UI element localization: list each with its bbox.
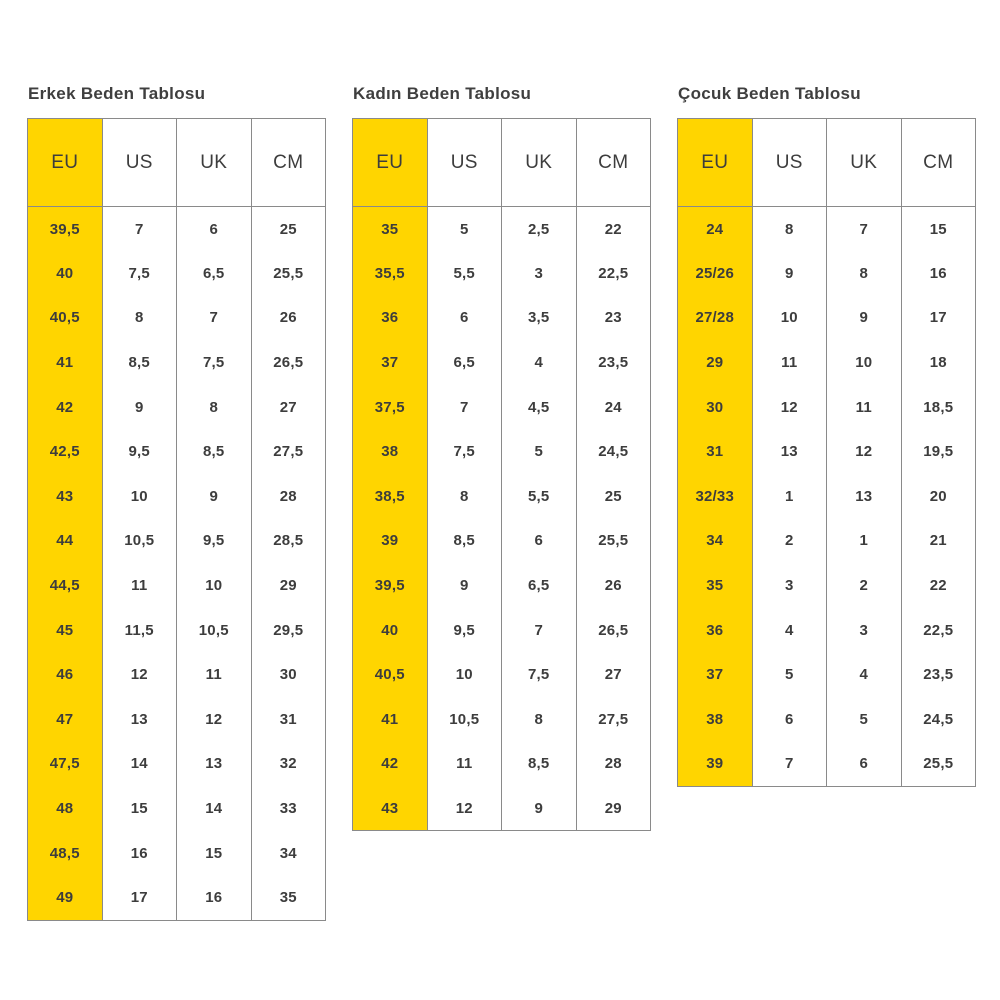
size-cell: 28: [576, 742, 651, 787]
size-cell: 35: [251, 875, 326, 920]
size-cell: 8,5: [102, 340, 177, 385]
size-cell: 8: [102, 296, 177, 341]
size-cell: 19,5: [901, 429, 976, 474]
table-row: [28, 875, 326, 920]
size-cell: 27: [576, 652, 651, 697]
size-cell: 10,5: [102, 519, 177, 564]
table-row: [28, 207, 326, 252]
size-cell: 18: [901, 340, 976, 385]
children-size-table: [677, 118, 976, 787]
size-cell: 6: [177, 207, 252, 252]
table-row: [28, 697, 326, 742]
size-cell: 7,5: [502, 652, 577, 697]
table-row: [353, 429, 651, 474]
size-cell: 11: [177, 652, 252, 697]
size-cell: 12: [427, 786, 502, 831]
column-header-eu: EU: [678, 119, 753, 207]
size-cell: 6,5: [502, 563, 577, 608]
table-row: [28, 385, 326, 430]
size-cell: 8,5: [177, 429, 252, 474]
size-cell: 27,5: [251, 429, 326, 474]
size-cell: 11,5: [102, 608, 177, 653]
size-cell: 22: [576, 207, 651, 252]
size-cell: 11: [827, 385, 902, 430]
size-cell: 29: [576, 786, 651, 831]
size-cell: 23: [576, 296, 651, 341]
size-cell: 12: [177, 697, 252, 742]
table-row: [678, 652, 976, 697]
size-cell: 10: [102, 474, 177, 519]
eu-size-cell: 31: [678, 429, 753, 474]
eu-size-cell: 37: [353, 340, 428, 385]
size-cell: 9: [502, 786, 577, 831]
size-cell: 7: [827, 207, 902, 252]
size-cell: 26,5: [251, 340, 326, 385]
table-row: [678, 563, 976, 608]
size-cell: 7: [177, 296, 252, 341]
eu-size-cell: 41: [28, 340, 103, 385]
table-row: [353, 742, 651, 787]
size-cell: 7,5: [427, 429, 502, 474]
size-cell: 2: [827, 563, 902, 608]
size-cell: 10: [427, 652, 502, 697]
size-cell: 33: [251, 786, 326, 831]
size-cell: 7: [752, 742, 827, 787]
size-cell: 10: [827, 340, 902, 385]
table-row: [678, 251, 976, 296]
size-cell: 7,5: [177, 340, 252, 385]
size-cell: 14: [177, 786, 252, 831]
table-row: [678, 385, 976, 430]
size-cell: 6,5: [427, 340, 502, 385]
eu-size-cell: 46: [28, 652, 103, 697]
table-row: [353, 786, 651, 831]
size-cell: 6: [752, 697, 827, 742]
column-header-cm: CM: [901, 119, 976, 207]
size-cell: 7: [427, 385, 502, 430]
eu-size-cell: 48: [28, 786, 103, 831]
size-cell: 8: [427, 474, 502, 519]
table-row: [353, 340, 651, 385]
size-cell: 25: [251, 207, 326, 252]
eu-size-cell: 38,5: [353, 474, 428, 519]
size-cell: 8: [502, 697, 577, 742]
size-cell: 23,5: [576, 340, 651, 385]
table-row: [28, 251, 326, 296]
size-cell: 5: [827, 697, 902, 742]
size-cell: 29: [251, 563, 326, 608]
table-row: [28, 296, 326, 341]
size-cell: 15: [177, 831, 252, 876]
children-size-table-section: [677, 83, 975, 787]
table-row: [678, 296, 976, 341]
table-body: [678, 207, 976, 787]
size-cell: 8: [177, 385, 252, 430]
size-cell: 10,5: [427, 697, 502, 742]
size-cell: 22,5: [901, 608, 976, 653]
size-cell: 16: [102, 831, 177, 876]
table-row: [353, 652, 651, 697]
size-cell: 4: [502, 340, 577, 385]
size-cell: 4,5: [502, 385, 577, 430]
eu-size-cell: 39: [353, 519, 428, 564]
size-cell: 9: [427, 563, 502, 608]
size-cell: 12: [752, 385, 827, 430]
eu-size-cell: 42: [353, 742, 428, 787]
size-cell: 13: [102, 697, 177, 742]
size-cell: 10: [752, 296, 827, 341]
size-cell: 30: [251, 652, 326, 697]
size-cell: 8,5: [427, 519, 502, 564]
size-cell: 7: [502, 608, 577, 653]
table-header: [28, 119, 326, 207]
column-header-cm: CM: [576, 119, 651, 207]
eu-size-cell: 40: [28, 251, 103, 296]
men-size-table: [27, 118, 326, 921]
table-row: [28, 429, 326, 474]
size-cell: 4: [827, 652, 902, 697]
eu-size-cell: 34: [678, 519, 753, 564]
size-cell: 24,5: [901, 697, 976, 742]
eu-size-cell: 36: [678, 608, 753, 653]
column-header-uk: UK: [177, 119, 252, 207]
size-cell: 17: [102, 875, 177, 920]
size-cell: 9,5: [177, 519, 252, 564]
size-cell: 5,5: [502, 474, 577, 519]
eu-size-cell: 48,5: [28, 831, 103, 876]
size-cell: 7,5: [102, 251, 177, 296]
eu-size-cell: 44: [28, 519, 103, 564]
size-cell: 12: [827, 429, 902, 474]
size-cell: 11: [102, 563, 177, 608]
size-cell: 7: [102, 207, 177, 252]
size-cell: 26: [251, 296, 326, 341]
eu-size-cell: 24: [678, 207, 753, 252]
size-cell: 5: [427, 207, 502, 252]
table-row: [353, 697, 651, 742]
eu-size-cell: 38: [353, 429, 428, 474]
eu-size-cell: 27/28: [678, 296, 753, 341]
size-cell: 11: [427, 742, 502, 787]
table-row: [28, 742, 326, 787]
table-row: [28, 519, 326, 564]
eu-size-cell: 37: [678, 652, 753, 697]
table-row: [678, 207, 976, 252]
eu-size-cell: 39: [678, 742, 753, 787]
table-row: [28, 831, 326, 876]
size-cell: 18,5: [901, 385, 976, 430]
size-cell: 22: [901, 563, 976, 608]
children-table-title: Çocuk Beden Tablosu: [678, 84, 861, 103]
size-cell: 9: [752, 251, 827, 296]
table-body: [28, 207, 326, 921]
size-cell: 3: [827, 608, 902, 653]
size-cell: 3,5: [502, 296, 577, 341]
eu-size-cell: 47,5: [28, 742, 103, 787]
header-row: [28, 119, 326, 207]
size-cell: 8,5: [502, 742, 577, 787]
table-row: [353, 519, 651, 564]
column-header-cm: CM: [251, 119, 326, 207]
table-row: [28, 563, 326, 608]
women-size-table-section: [352, 83, 650, 831]
eu-size-cell: 42: [28, 385, 103, 430]
size-cell: 29,5: [251, 608, 326, 653]
table-row: [28, 474, 326, 519]
size-cell: 25: [576, 474, 651, 519]
column-header-eu: EU: [353, 119, 428, 207]
table-row: [678, 340, 976, 385]
eu-size-cell: 40,5: [353, 652, 428, 697]
women-table-title: Kadın Beden Tablosu: [353, 84, 532, 103]
eu-size-cell: 45: [28, 608, 103, 653]
table-row: [353, 207, 651, 252]
eu-size-cell: 39,5: [353, 563, 428, 608]
size-cell: 25,5: [576, 519, 651, 564]
table-row: [678, 474, 976, 519]
table-row: [28, 608, 326, 653]
men-size-table-section: [27, 83, 325, 921]
eu-size-cell: 36: [353, 296, 428, 341]
size-cell: 31: [251, 697, 326, 742]
eu-size-cell: 43: [353, 786, 428, 831]
table-row: [28, 340, 326, 385]
size-cell: 5: [752, 652, 827, 697]
size-cell: 6,5: [177, 251, 252, 296]
size-cell: 25,5: [251, 251, 326, 296]
size-cell: 14: [102, 742, 177, 787]
header-row: [678, 119, 976, 207]
eu-size-cell: 29: [678, 340, 753, 385]
size-cell: 10: [177, 563, 252, 608]
eu-size-cell: 32/33: [678, 474, 753, 519]
table-row: [678, 608, 976, 653]
size-cell: 9,5: [102, 429, 177, 474]
column-header-us: US: [102, 119, 177, 207]
eu-size-cell: 35: [353, 207, 428, 252]
size-cell: 2,5: [502, 207, 577, 252]
men-table-title: Erkek Beden Tablosu: [28, 84, 206, 103]
column-header-us: US: [427, 119, 502, 207]
size-cell: 26: [576, 563, 651, 608]
size-cell: 5: [502, 429, 577, 474]
size-cell: 34: [251, 831, 326, 876]
eu-size-cell: 35,5: [353, 251, 428, 296]
column-header-eu: EU: [28, 119, 103, 207]
size-cell: 8: [827, 251, 902, 296]
column-header-us: US: [752, 119, 827, 207]
size-cell: 27: [251, 385, 326, 430]
size-cell: 3: [502, 251, 577, 296]
size-cell: 12: [102, 652, 177, 697]
table-row: [28, 652, 326, 697]
size-cell: 5,5: [427, 251, 502, 296]
header-row: [353, 119, 651, 207]
size-cell: 15: [901, 207, 976, 252]
size-cell: 13: [752, 429, 827, 474]
eu-size-cell: 44,5: [28, 563, 103, 608]
size-cell: 10,5: [177, 608, 252, 653]
size-cell: 24,5: [576, 429, 651, 474]
column-header-uk: UK: [502, 119, 577, 207]
table-row: [28, 786, 326, 831]
eu-size-cell: 38: [678, 697, 753, 742]
size-cell: 28: [251, 474, 326, 519]
table-row: [353, 563, 651, 608]
table-row: [353, 474, 651, 519]
size-cell: 23,5: [901, 652, 976, 697]
eu-size-cell: 39,5: [28, 207, 103, 252]
eu-size-cell: 49: [28, 875, 103, 920]
size-cell: 1: [827, 519, 902, 564]
size-cell: 11: [752, 340, 827, 385]
size-cell: 9: [102, 385, 177, 430]
eu-size-cell: 41: [353, 697, 428, 742]
size-cell: 3: [752, 563, 827, 608]
size-cell: 8: [752, 207, 827, 252]
size-cell: 4: [752, 608, 827, 653]
table-header: [353, 119, 651, 207]
eu-size-cell: 42,5: [28, 429, 103, 474]
size-cell: 2: [752, 519, 827, 564]
size-cell: 6: [427, 296, 502, 341]
size-cell: 24: [576, 385, 651, 430]
size-cell: 20: [901, 474, 976, 519]
size-cell: 9,5: [427, 608, 502, 653]
table-row: [678, 742, 976, 787]
size-cell: 21: [901, 519, 976, 564]
column-header-uk: UK: [827, 119, 902, 207]
size-cell: 6: [827, 742, 902, 787]
size-cell: 13: [827, 474, 902, 519]
size-cell: 13: [177, 742, 252, 787]
size-cell: 32: [251, 742, 326, 787]
table-row: [678, 519, 976, 564]
eu-size-cell: 40,5: [28, 296, 103, 341]
eu-size-cell: 40: [353, 608, 428, 653]
table-header: [678, 119, 976, 207]
eu-size-cell: 35: [678, 563, 753, 608]
eu-size-cell: 43: [28, 474, 103, 519]
size-cell: 16: [901, 251, 976, 296]
size-cell: 1: [752, 474, 827, 519]
size-cell: 27,5: [576, 697, 651, 742]
size-cell: 28,5: [251, 519, 326, 564]
eu-size-cell: 25/26: [678, 251, 753, 296]
size-cell: 26,5: [576, 608, 651, 653]
eu-size-cell: 30: [678, 385, 753, 430]
eu-size-cell: 37,5: [353, 385, 428, 430]
size-cell: 16: [177, 875, 252, 920]
eu-size-cell: 47: [28, 697, 103, 742]
size-cell: 22,5: [576, 251, 651, 296]
size-cell: 6: [502, 519, 577, 564]
table-row: [353, 296, 651, 341]
table-body: [353, 207, 651, 831]
table-row: [353, 385, 651, 430]
size-cell: 17: [901, 296, 976, 341]
size-cell: 25,5: [901, 742, 976, 787]
table-row: [678, 429, 976, 474]
size-cell: 9: [177, 474, 252, 519]
table-row: [353, 251, 651, 296]
size-cell: 15: [102, 786, 177, 831]
size-cell: 9: [827, 296, 902, 341]
table-row: [353, 608, 651, 653]
table-row: [678, 697, 976, 742]
women-size-table: [352, 118, 651, 831]
